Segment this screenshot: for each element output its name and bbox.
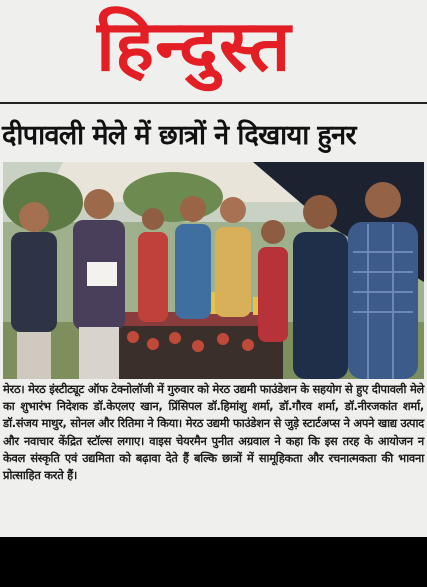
article-text: मेरठ इंस्टीट्यूट ऑफ टेक्नोलॉजी में गुरुवार को मेरठ उद्यमी फाउंडेशन के सहयोग से हुए दीपावली मेले का शुभारंभ निदेशक डॉ.केएलए खान, प्रिंसिपल डॉ.हिमांशु शर्मा, डॉ.गौरव शर्मा, डॉ.नीरजकांत शर्मा, डॉ.संजय माथुर, सोनल और रितिमा ने किया। मेरठ उद्यमी फाउंडेशन से जुड़े स्टार्टअप्स ने अपने खाद्य उत्पाद और नवाचार केंद्रित स्टॉल्स लगाए। वाइस चेयरमैन पुनीत अग्रवाल ने कहा कि इस तरह के आयोजन न केवल संस्कृति एवं उद्यमिता को बढ़ावा देते हैं बल्कि छात्रों में सामूहिकता और रचनात्मकता की भावना प्रोत्साहित करते हैं। [3,382,424,483]
headline: दीपावली मेले में छात्रों ने दिखाया हुनर [2,120,356,151]
news-photo [3,162,424,379]
photo-of-students-at-stall-icon [3,162,424,379]
masthead-title: हिन्दुस्त [96,5,292,87]
article-body [3,381,424,484]
top-rule [0,102,427,104]
article-dateline: मेरठ। [3,382,25,396]
